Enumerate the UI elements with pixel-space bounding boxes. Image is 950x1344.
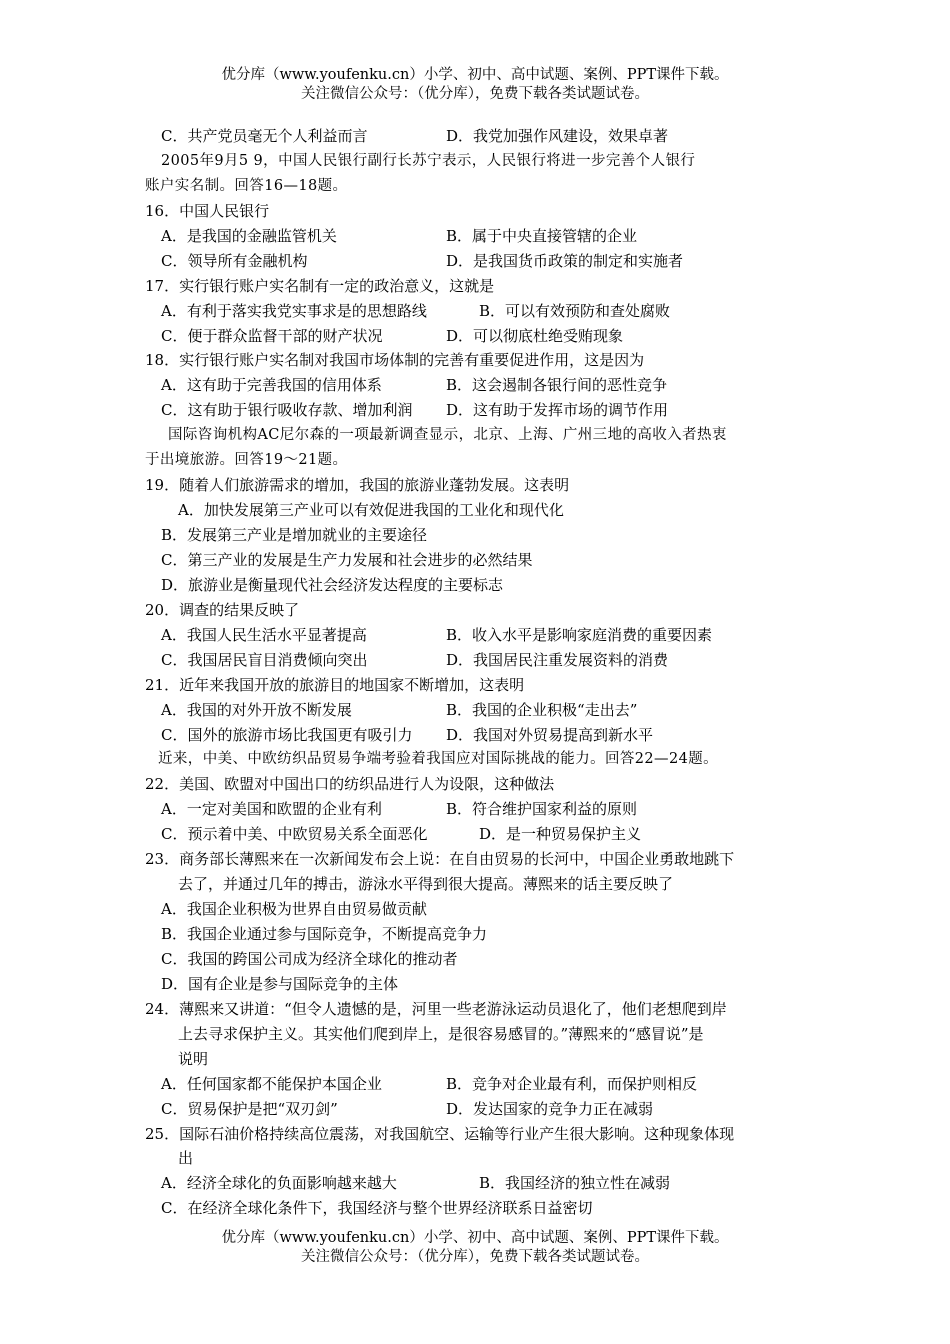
option-text: D．发达国家的竞争力正在减弱 [446, 1099, 654, 1118]
option-text: D．我国对外贸易提高到新水平 [446, 725, 654, 744]
footer-line-1: 优分库（www.youfenku.cn）小学、初中、高中试题、案例、PPT课件下载。 [221, 1230, 729, 1246]
option-text: D．是一种贸易保护主义 [479, 825, 642, 844]
question-line [0, 1146, 950, 1171]
question-line [0, 997, 950, 1022]
question-line [0, 673, 950, 698]
question-line [0, 797, 950, 822]
passage-line [0, 747, 950, 772]
question-line [0, 224, 950, 249]
option-text: B．竞争对企业最有利，而保护则相反 [446, 1074, 698, 1093]
question-line [0, 1122, 950, 1147]
question-line [0, 723, 950, 748]
passage-line [0, 423, 950, 448]
option-text: D．是我国货币政策的制定和实施者 [446, 251, 684, 270]
question-line [0, 847, 950, 872]
question-line [0, 348, 950, 373]
passage-line [0, 448, 950, 473]
question-line [0, 947, 950, 972]
question-line [0, 972, 950, 997]
question-line [0, 124, 950, 149]
line-text: B．我国企业通过参与国际竞争，不断提高竞争力 [161, 925, 488, 943]
question-line [0, 872, 950, 897]
option-text: B．这会遏制各银行间的恶性竞争 [446, 376, 668, 395]
question-line [0, 897, 950, 922]
question-line [0, 598, 950, 623]
option-text: C．便于群众监督干部的财产状况 [161, 326, 383, 345]
line-text: 17．实行银行账户实名制有一定的政治意义，这就是 [145, 276, 495, 295]
question-line [0, 473, 950, 498]
question-line [0, 373, 950, 398]
line-text: 去了，并通过几年的搏击，游泳水平得到很大提高。薄熙来的话主要反映了 [178, 875, 674, 894]
question-line [0, 249, 950, 274]
option-text: B．收入水平是影响家庭消费的重要因素 [446, 625, 713, 644]
line-text: 账户实名制。回答16—18题。 [145, 177, 348, 194]
line-text: C．在经济全球化条件下，我国经济与整个世界经济联系日益密切 [161, 1199, 593, 1218]
line-text: 出 [178, 1149, 194, 1168]
option-text: A．一定对美国和欧盟的企业有利 [161, 800, 382, 819]
question-line [0, 1047, 950, 1072]
line-text: 16．中国人民银行 [145, 201, 270, 220]
line-text: 22．美国、欧盟对中国出口的纺织品进行人为设限，这种做法 [145, 775, 555, 794]
option-text: D．我国居民注重发展资料的消费 [446, 650, 669, 669]
line-text: C．我国的跨国公司成为经济全球化的推动者 [161, 949, 458, 968]
line-text: 说明 [178, 1049, 209, 1068]
option-text: C．这有助于银行吸收存款、增加利润 [161, 401, 413, 420]
option-text: C．领导所有金融机构 [161, 251, 308, 270]
option-text: D．可以彻底杜绝受贿现象 [446, 326, 624, 345]
option-text: A．是我国的金融监管机关 [161, 226, 337, 245]
question-line [0, 922, 950, 947]
option-text: A．我国人民生活水平显著提高 [161, 625, 367, 644]
question-line [0, 274, 950, 299]
option-text: C．预示着中美、中欧贸易关系全面恶化 [161, 825, 428, 844]
line-text: 上去寻求保护主义。其实他们爬到岸上，是很容易感冒的。”薄熙来的“感冒说”是 [178, 1024, 704, 1043]
line-text: 近来，中美、中欧纺织品贸易争端考验着我国应对国际挑战的能力。回答22—24题。 [158, 751, 718, 768]
line-text: 21．近年来我国开放的旅游目的地国家不断增加，这表明 [145, 675, 525, 694]
header-line-1: 优分库（www.youfenku.cn）小学、初中、高中试题、案例、PPT课件下载。 [221, 67, 729, 83]
option-text: D．我党加强作风建设，效果卓著 [446, 127, 669, 145]
option-text: D．这有助于发挥市场的调节作用 [446, 401, 669, 420]
option-text: A．经济全球化的负面影响越来越大 [161, 1174, 397, 1193]
option-text: A．这有助于完善我国的信用体系 [161, 376, 382, 395]
question-line [0, 1171, 950, 1196]
option-text: A．有利于落实我党实事求是的思想路线 [161, 301, 427, 320]
line-text: C．第三产业的发展是生产力发展和社会进步的必然结果 [161, 550, 533, 569]
passage-line [0, 174, 950, 199]
option-text: C．贸易保护是把“双刃剑” [161, 1099, 338, 1118]
option-text: C．共产党员毫无个人利益而言 [161, 127, 368, 145]
question-line [0, 1072, 950, 1097]
line-text: A．加快发展第三产业可以有效促进我国的工业化和现代化 [178, 501, 564, 520]
question-line [0, 648, 950, 673]
line-text: A．我国企业积极为世界自由贸易做贡献 [161, 900, 427, 919]
option-text: B．符合维护国家利益的原则 [446, 800, 638, 819]
option-text: B．属于中央直接管辖的企业 [446, 226, 638, 245]
line-text: B．发展第三产业是增加就业的主要途径 [161, 526, 428, 544]
option-text: B．我国的企业积极“走出去” [446, 700, 638, 719]
line-text: D．国有企业是参与国际竞争的主体 [161, 974, 399, 993]
question-line [0, 822, 950, 847]
option-text: C．我国居民盲目消费倾向突出 [161, 650, 368, 669]
question-line [0, 398, 950, 423]
question-line [0, 772, 950, 797]
question-line [0, 548, 950, 573]
option-text: A．我国的对外开放不断发展 [161, 700, 352, 719]
page-footer [0, 1229, 950, 1267]
question-line [0, 324, 950, 349]
header-line-2: 关注微信公众号：（优分库），免费下载各类试题试卷。 [301, 86, 649, 102]
line-text: 18．实行银行账户实名制对我国市场体制的完善有重要促进作用，这是因为 [145, 351, 645, 370]
line-text: 24．薄熙来又讲道：“但令人遗憾的是，河里一些老游泳运动员退化了，他们老想爬到岸 [145, 999, 727, 1018]
option-text: B．我国经济的独立性在减弱 [479, 1174, 671, 1193]
question-line [0, 199, 950, 224]
question-line [0, 573, 950, 598]
line-text: 20．调查的结果反映了 [145, 600, 300, 619]
line-text: 23．商务部长薄熙来在一次新闻发布会上说：在自由贸易的长河中，中国企业勇敢地跳下 [145, 850, 735, 869]
line-text: 2005年9月5 9，中国人民银行副行长苏宁表示，人民银行将进一步完善个人银行 [161, 152, 696, 169]
passage-line [0, 149, 950, 174]
question-line [0, 1097, 950, 1122]
question-line [0, 523, 950, 548]
exam-content [0, 124, 950, 1221]
question-line [0, 498, 950, 523]
question-line [0, 698, 950, 723]
question-line [0, 1022, 950, 1047]
line-text: 19．随着人们旅游需求的增加，我国的旅游业蓬勃发展。这表明 [145, 476, 570, 495]
page-header [0, 66, 950, 104]
line-text: D．旅游业是衡量现代社会经济发达程度的主要标志 [161, 575, 504, 594]
question-line [0, 623, 950, 648]
line-text: 于出境旅游。回答19～21题。 [145, 452, 348, 469]
question-line [0, 299, 950, 324]
footer-line-2: 关注微信公众号：（优分库），免费下载各类试题试卷。 [301, 1249, 649, 1265]
option-text: B．可以有效预防和查处腐败 [479, 301, 671, 320]
option-text: A．任何国家都不能保护本国企业 [161, 1074, 382, 1093]
question-line [0, 1196, 950, 1221]
option-text: C．国外的旅游市场比我国更有吸引力 [161, 725, 413, 744]
line-text: 25．国际石油价格持续高位震荡，对我国航空、运输等行业产生很大影响。这种现象体现 [145, 1124, 735, 1143]
line-text: 国际咨询机构AC尼尔森的一项最新调查显示，北京、上海、广州三地的高收入者热衷 [168, 427, 727, 444]
